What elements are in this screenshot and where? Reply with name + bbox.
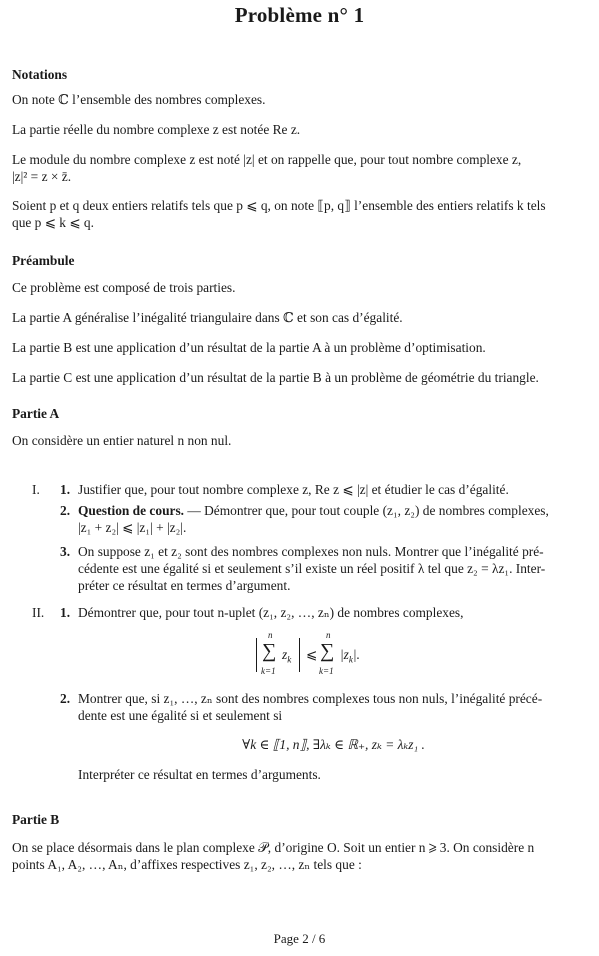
preambule-line-1: Ce problème est composé de trois parties. xyxy=(12,280,236,295)
question-i-2-number: 2. xyxy=(60,503,71,518)
page-title: Problème n° 1 xyxy=(234,3,365,27)
sum-upper-limit-right: n xyxy=(326,630,331,640)
question-ii-1-number: 1. xyxy=(60,605,71,620)
sum-term-right: $|z_k|$. xyxy=(340,647,360,665)
section-ii-label: II. xyxy=(32,605,45,620)
sum-term-left-var: z xyxy=(282,647,288,662)
notations-line-1: On note ℂ l’ensemble des nombres complexes. xyxy=(12,92,266,107)
preambule-line-3: La partie B est une application d’un résultat de la partie A à un problème d’optimisation. xyxy=(12,340,486,355)
notations-line-2: La partie réelle du nombre complexe z est notée Re z. xyxy=(12,122,301,137)
sum-lower-limit-left: k=1 xyxy=(261,666,276,676)
question-ii-2-interpretation: Interpréter ce résultat en termes d’arguments. xyxy=(78,767,321,782)
sum-term-right-var: |z xyxy=(340,647,349,662)
partie-b-line-1: On se place désormais dans le plan complexe 𝒫, d’origine O. Soit un entier n ⩾ 3. On considère n xyxy=(12,840,535,855)
sum-term-left: $z_k$ xyxy=(282,647,292,665)
abs-bar-right xyxy=(299,638,300,672)
question-i-3-line-2: cédente est une égalité si et seulement s’il existe un réel positif λ tel que z₂ = λz₁. Inter- xyxy=(78,561,546,576)
sum-upper-limit-left: n xyxy=(268,630,273,640)
sum-inequality-formula xyxy=(256,630,376,684)
sum-lower-limit-right: k=1 xyxy=(319,666,334,676)
partie-b-heading: Partie B xyxy=(12,812,60,827)
preambule-line-4: La partie C est une application d’un résultat de la partie B à un problème de géométrie du triangle. xyxy=(12,370,539,385)
question-i-2-line-1 xyxy=(78,502,590,520)
sigma-right: ∑ xyxy=(320,640,335,662)
question-i-2-bold-label: Question de cours. xyxy=(78,503,185,518)
equality-condition-formula: ∀k ∈ ⟦1, n⟧, ∃λₖ ∈ ℝ₊, zₖ = λₖz₁ . xyxy=(242,737,425,752)
section-i-label: I. xyxy=(32,482,40,497)
notations-line-4a: Soient p et q deux entiers relatifs tels que p ⩽ q, on note ⟦p, q⟧ l’ensemble des entiers relatifs k tels xyxy=(12,198,546,213)
question-ii-2-line-1: Montrer que, si z₁, …, zₙ sont des nombres complexes tous non nuls, l’inégalité précé- xyxy=(78,691,543,706)
question-ii-1-text: Démontrer que, pour tout n-uplet (z₁, z₂, …, zₙ) de nombres complexes, xyxy=(78,605,464,620)
question-i-3-line-3: préter ce résultat en termes d’argument. xyxy=(78,578,291,593)
preambule-line-2: La partie A généralise l’inégalité triangulaire dans ℂ et son cas d’égalité. xyxy=(12,310,403,325)
question-i-3-number: 3. xyxy=(60,544,71,559)
partie-a-heading: Partie A xyxy=(12,406,60,421)
page-footer: Page 2 / 6 xyxy=(273,931,326,946)
notations-line-4b: que p ⩽ k ⩽ q. xyxy=(12,215,94,230)
notations-heading: Notations xyxy=(12,67,68,82)
question-i-1-number: 1. xyxy=(60,482,71,497)
abs-bar-left xyxy=(256,638,257,672)
sigma-left: ∑ xyxy=(262,640,277,662)
question-i-2-text: — Démontrer que, pour tout couple (z₁, z₂) de nombres complexes, xyxy=(184,503,549,518)
partie-a-intro: On considère un entier naturel n non nul. xyxy=(12,433,232,448)
question-i-1-text: Justifier que, pour tout nombre complexe z, Re z ⩽ |z| et étudier le cas d’égalité. xyxy=(78,482,509,497)
preambule-heading: Préambule xyxy=(12,253,75,268)
notations-line-3a: Le module du nombre complexe z est noté |z| et on rappelle que, pour tout nombre complexe z, xyxy=(12,152,522,167)
question-i-2-line-2: |z₁ + z₂| ⩽ |z₁| + |z₂|. xyxy=(78,520,187,535)
question-i-3-line-1: On suppose z₁ et z₂ sont des nombres complexes non nuls. Montrer que l’inégalité pré- xyxy=(78,544,544,559)
question-ii-2-number: 2. xyxy=(60,691,71,706)
leq-sign: ⩽ xyxy=(306,647,318,662)
notations-line-3b: |z|² = z × z̄. xyxy=(12,169,72,184)
question-ii-2-line-2: dente est une égalité si et seulement si xyxy=(78,708,283,723)
partie-b-line-2: points A₁, A₂, …, Aₙ, d’affixes respectives z₁, z₂, …, zₙ tels que : xyxy=(12,857,362,872)
